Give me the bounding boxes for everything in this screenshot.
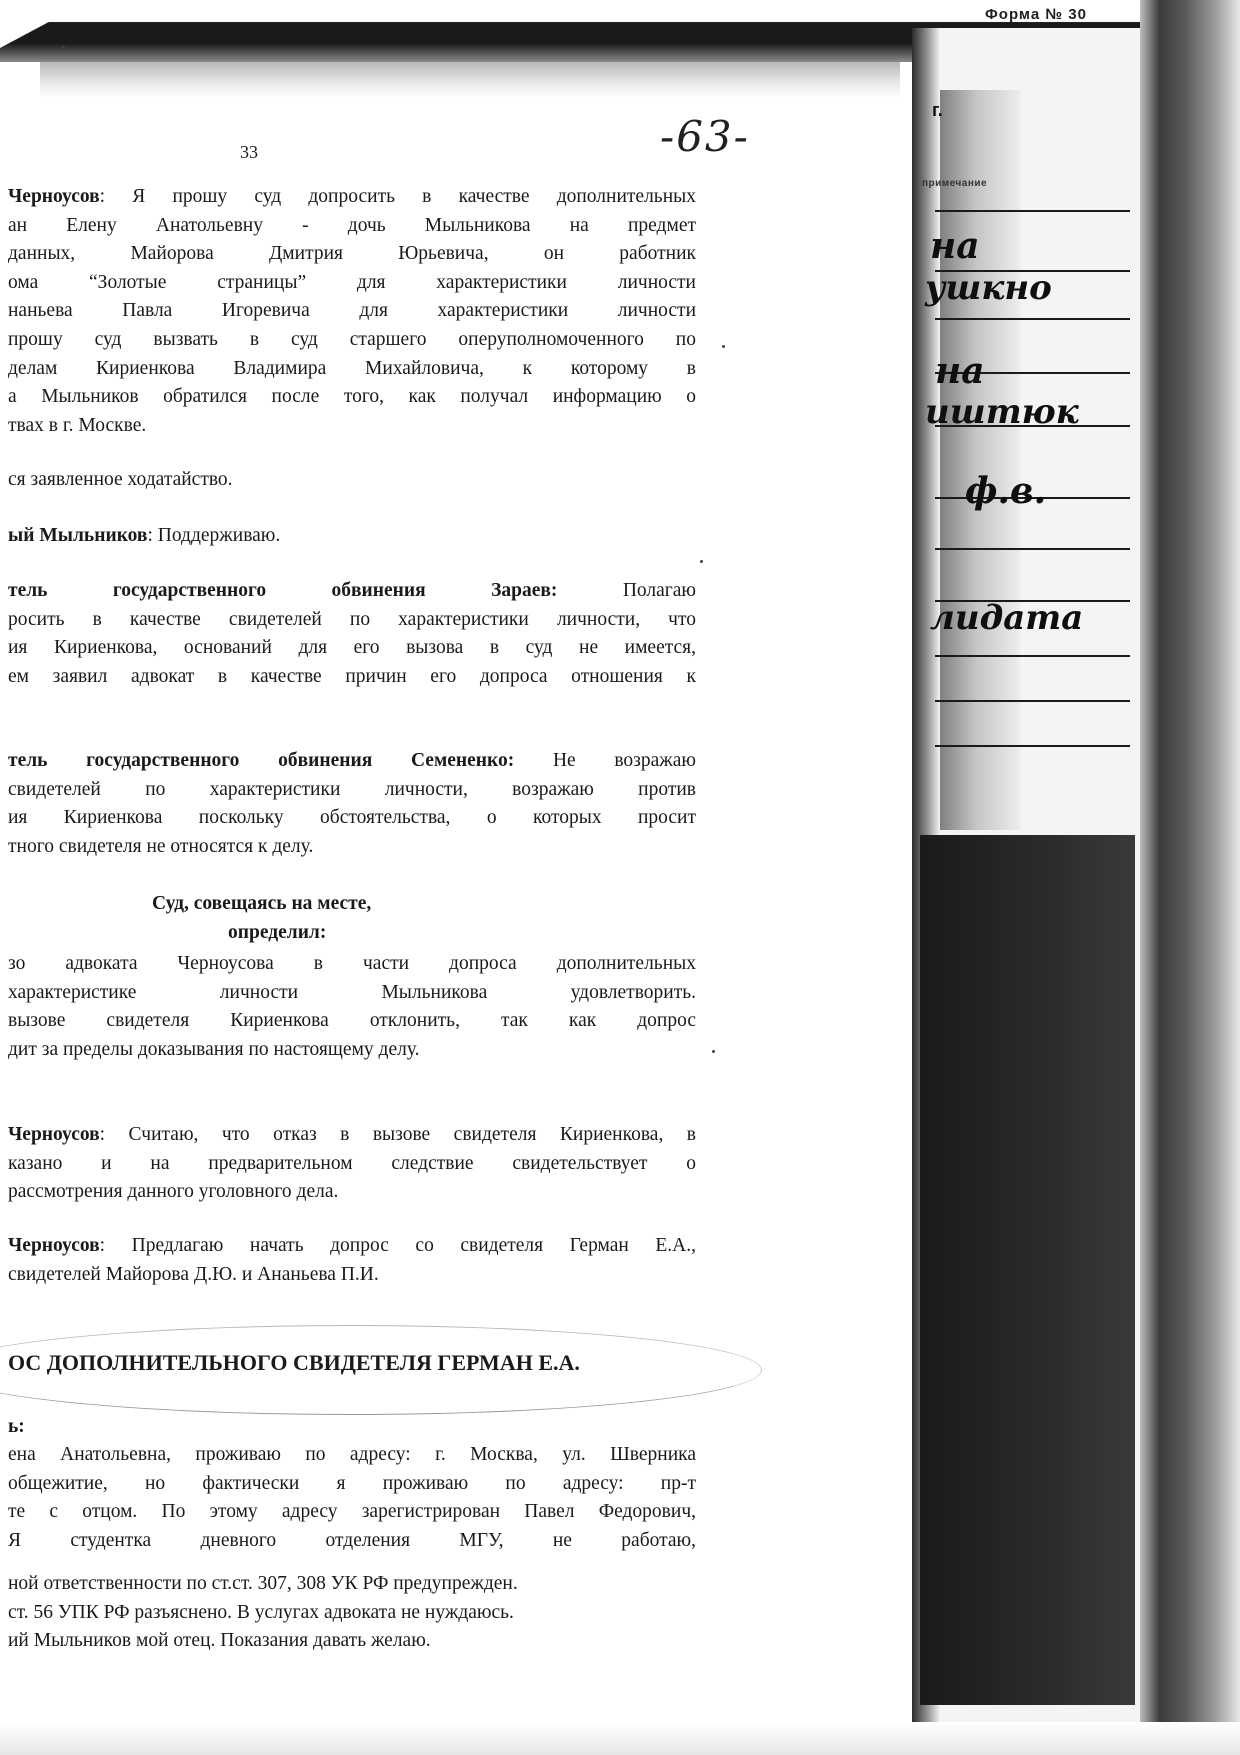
strip-handwriting: иштюк [925, 392, 1079, 432]
ruled-line [935, 548, 1130, 550]
text-line: ь: [8, 1416, 25, 1437]
scan-bottom-edge [0, 1722, 1240, 1755]
court-heading: Суд, совещаясь на месте, [152, 893, 372, 914]
text-line: ия Кириенкова, оснований для его вызова в суд не имеется, [8, 637, 696, 659]
text-line: те с отцом. По этому адресу зарегистрирован Павел Федорович, [8, 1501, 696, 1523]
text-line: рассмотрения данного уголовного дела. [8, 1181, 339, 1203]
text-line: ия Кириенкова поскольку обстоятельства, о которых просит [8, 807, 696, 829]
ruled-line [935, 745, 1130, 747]
text-line: ем заявил адвокат в качестве причин его допроса отношения к [8, 665, 696, 687]
strip-column-label: примечание [922, 178, 988, 189]
paragraph-witness-identity [8, 1441, 696, 1555]
speaker-name: Черноусов [8, 186, 100, 207]
line-text: : Поддерживаю. [147, 525, 281, 546]
strip-handwriting: на [935, 350, 985, 392]
text-line: прошу суд вызвать в суд старшего оперуполномоченного по [8, 328, 696, 350]
text-line [8, 1121, 696, 1150]
strip-handwriting: лидата [930, 598, 1084, 638]
paragraph-prosecutor-zaraev [8, 577, 696, 691]
text-line: общежитие, но фактически я проживаю по адресу: пр-т [8, 1472, 696, 1494]
text-line: тного свидетеля не относятся к делу. [8, 835, 314, 857]
text-line: зо адвоката Черноусова в части допроса дополнительных [8, 953, 696, 974]
scan-speck [712, 1050, 715, 1053]
text-line: ома “Золотые страницы” для характеристики личности [8, 271, 696, 293]
text-line [8, 183, 696, 212]
text-line [8, 1232, 696, 1261]
scan-speck [62, 46, 65, 49]
strip-handwriting: ушкно [925, 268, 1052, 308]
text-line: твах в г. Москве. [8, 414, 147, 436]
text-line: наньева Павла Игоревича для характеристики личности [8, 300, 696, 322]
text-line: ся заявленное ходатайство. [8, 469, 233, 490]
paragraph-court-ruling [8, 950, 696, 1064]
paragraph-defense-motion [8, 183, 696, 440]
paragraph-motion-stated [8, 466, 696, 495]
text-line: ий Мыльников мой отец. Показания давать желаю. [8, 1630, 431, 1652]
strip-handwriting: на [930, 225, 980, 267]
text-line: росить в качестве свидетелей по характеристики личности, что [8, 608, 696, 630]
scan-right-edge [1140, 0, 1240, 1755]
paragraph-prosecutor-semenenko [8, 747, 696, 861]
paragraph-defense-objection [8, 1121, 696, 1207]
strip-upper-shading [940, 90, 1020, 830]
form-number-label: Форма № 30 [985, 6, 1087, 23]
paragraph-defendant-support [8, 522, 696, 551]
text-line: ан Елену Анатольевну - дочь Мыльникова на предмет [8, 214, 696, 236]
text-line: а Мыльников обратился после того, как получал информацию о [8, 386, 696, 408]
text-line: дит за пределы доказывания по настоящему делу. [8, 1038, 420, 1060]
strip-city-label: г. [932, 100, 943, 120]
line-text: : Считаю, что отказ в вызове свидетеля Кириенкова, в [99, 1124, 696, 1145]
line-text: : Я прошу суд допросить в качестве дополнительных [99, 186, 696, 207]
text-line: вызове свидетеля Кириенкова отклонить, так как допрос [8, 1010, 696, 1032]
strip-dark-lower [920, 835, 1135, 1705]
section-title: ОС ДОПОЛНИТЕЛЬНОГО СВИДЕТЕЛЯ ГЕРМАН Е.А. [8, 1350, 580, 1375]
text-line: Я студентка дневного отделения МГУ, не работаю, [8, 1529, 696, 1551]
text-line: свидетелей Майорова Д.Ю. и Ананьева П.И. [8, 1263, 379, 1285]
ruled-line [935, 210, 1130, 212]
scan-speck [722, 345, 725, 348]
scan-top-smudge [40, 62, 900, 98]
court-determined: определил: [228, 922, 327, 943]
text-line: данных, Майорова Дмитрия Юрьевича, он работник [8, 243, 696, 265]
text-line: свидетелей по характеристики личности, возражаю против [8, 778, 696, 800]
paragraph-witness-label [8, 1413, 696, 1442]
handwritten-sheet-number: -63- [660, 112, 750, 161]
text-line: характеристике личности Мыльникова удовлетворить. [8, 981, 696, 1003]
speaker-name: тель государственного обвинения Зараев: [8, 580, 558, 601]
text-line [8, 747, 696, 776]
line-text: Не возражаю [514, 750, 696, 771]
speaker-name: ый Мыльников [8, 525, 148, 546]
speaker-name: Черноусов [8, 1235, 100, 1256]
paragraph-witness-warning [8, 1570, 696, 1656]
text-line: казано и на предварительном следствие свидетельствует о [8, 1152, 696, 1174]
text-line: ена Анатольевна, проживаю по адресу: г. Москва, ул. Шверника [8, 1444, 696, 1465]
strip-handwriting: ф.в. [965, 470, 1047, 512]
speaker-name: тель государственного обвинения Семененко: [8, 750, 515, 771]
ruled-line [935, 655, 1130, 657]
text-line [8, 577, 696, 606]
page-number: 33 [240, 142, 258, 162]
text-line: делам Кириенкова Владимира Михайловича, к которому в [8, 357, 696, 379]
text-line [8, 522, 696, 551]
scan-speck [700, 560, 703, 563]
text-line: ной ответственности по ст.ст. 307, 308 УК РФ предупрежден. [8, 1573, 518, 1594]
line-text: : Предлагаю начать допрос со свидетеля Герман Е.А., [99, 1235, 696, 1256]
text-line: ст. 56 УПК РФ разъяснено. В услугах адвоката не нуждаюсь. [8, 1601, 514, 1623]
ruled-line [935, 318, 1130, 320]
ruled-line [935, 700, 1130, 702]
paragraph-defense-order [8, 1232, 696, 1289]
line-text: Полагаю [622, 580, 696, 601]
speaker-name: Черноусов [8, 1124, 100, 1145]
